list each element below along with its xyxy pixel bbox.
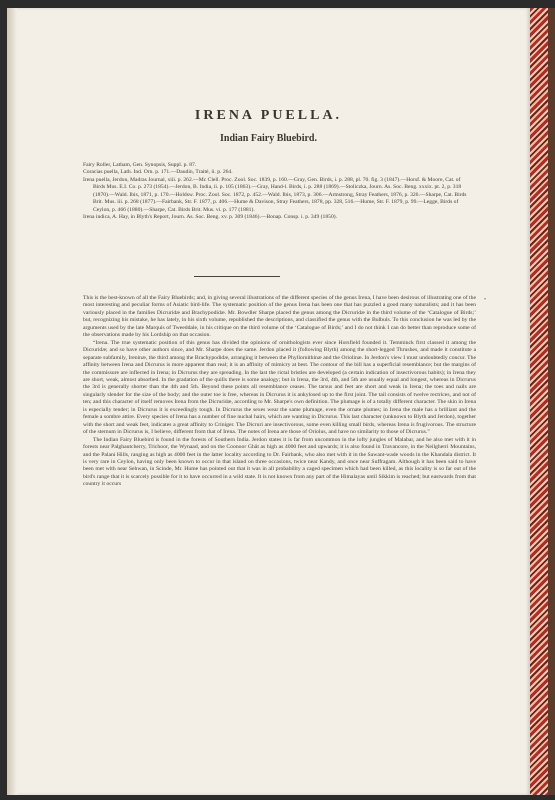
page-gutter-shadow [7, 8, 17, 795]
body-text [83, 295, 476, 489]
margin-mark: • [484, 297, 487, 303]
body-paragraph: The Indian Fairy Bluebird is found in the forests of Southern India. Jerdon states it is far from uncommon in the lofty jungles of Malabar, and he also met with it in forests near Palghautcherry, Trichoor, the Wynaad, and on the Coonoor Ghât as high as 4000 feet and upwards; it is also found in Travancore, in the Neilgherri Mountains, and the Palani Hills, ranging as high as 4000 feet in the latter locality according to Dr. Fairbank, who also met with it in the Sawant-wade woods in the Khandala district. It is very rare in Ceylon, having only been known to occur in that island on three occasions, twice near Kandy, and once near Suffragam. Although it has been said to have been met with near Sehwan, in Scinde, Mr. Hume has pointed out that it was in all probability a caged specimen which had been killed, as this locality is so far out of the bird's range that it is scarcely possible for it to have occurred in a wild state. It is not known from any part of the Himalayas until Sikkim is reached; but eastwards from that country it occurs [83, 436, 476, 488]
page-subtitle: Indian Fairy Bluebird. [220, 133, 317, 144]
synonymy-block [83, 162, 473, 222]
page-title: IRENA PUELLA. [194, 108, 343, 123]
body-paragraph: “Irena. The true systematic position of this genus has divided the opinions of ornithologists ever since Horsfield founded it. Temminck first classed it among the Dicruridæ; and so have other authors since, and Mr. Sharpe does the same. Jerdon placed it (following Blyth) among the short-legged Thrushes, and made it constitute a separate subfamily, Ireninæ, the third among the Brachypodidæ, arranging it between the Phyllornithinæ and the Oriolinæ. In Jerdon's view I must undoubtedly concur. The affinity between Irena and Dicrurus is more apparent than real; it is an affinity of mimicry at best. The contour of the bill has a superficial resemblance; but the margins of the commissure are inflected in Irena; in Dicrurus they are spreading. In the last the rictal bristles are developed (a certain indication of insectivorous habits); in Irena they are short, weak, almost absorbed. In the gradation of the quills there is some analogy; but in Irena, the 3rd, 4th, and 5th are usually equal and longest, whereas in Dicrurus the 3rd is generally shorter than the 4th and 5th. Beyond these points all resemblance ceases. The tarsus and feet are short and weak in Irena; the toes and nails are singularly slender for the size of the body; and the outer toe is free, whereas in Dicrurus it is ankylosed up to the first joint. The tail consists of twelve rectrices, and not of ten; and this character of itself removes Irena from the Dicruridæ, according to Mr. Sharpe's own definition. The plumage is of a totally different character. The skin in Irena is especially tender; in Dicrurus it is exceedingly tough. In Dicrurus the sexes wear the same plumage, even the ornate plumes; in Irena the male has a brilliant and the female a sombre attire. Every species of Irena has a number of fine nuchal hairs, which are wanting in Dicrurus. This last character (unknown to Blyth and Jerdon), together with the short and weak feet, indicates a great affinity to Criniger. The Dicruri are insectivorous, some even killing small birds, whereas Irena is frugivorous. The structure of the sternum in Dicrurus is, I believe, different from that of Irena. The notes of Irena are those of Oriolus, and have no similarity to those of Dicrurus.” [83, 339, 476, 436]
synonymy-entry: Fairy Roller, Latham, Gen. Synopsis, Suppl. p. 87. [83, 162, 197, 168]
book-page [7, 8, 530, 795]
synonymy-entry: Irena puella, Jerdon, Madras Journal, xiii. p. 262.—Mc Clell. Proc. Zool. Soc. 1839, p. 160.—Gray, Gen. Birds, i. p. 288, pl. 70. fig. 3 (1847).—Horsf. & Moore, Cat. of Birds Mus. E.I. Co. p. 273 (1854).—Jerdon, B. India, ii. p. 105 (1863).—Gray, Hand-l. Birds, i. p. 288 (1869).—Stoliczka, Journ. As. Soc. Beng. xxxix. pt. 2, p. 318 (1870).—Wald. Ibis, 1871, p. 170.—Holdsw. Proc. Zool. Soc. 1872, p. 452.—Wald. Ibis, 1873, p. 306.—Armstrong, Stray Feathers, 1876, p. 326.—Sharpe, Cat. Birds Brit. Mus. iii. p. 268 (1877).—Fairbank, Str. F. 1877, p. 406.—Hume & Davison, Stray Feathers, 1878, pp. 328, 516.—Hume, Str. F. 1879, p. 99.—Legge, Birds of Ceylon, p. 466 (1880).—Sharpe, Cat. Birds Brit. Mus. vi. p. 177 (1881). [83, 176, 467, 213]
synonymy-entry: Coracias puella, Lath. Ind. Orn. p. 171.—Daudin, Traité, ii. p. 264. [83, 169, 233, 176]
book-edge-marbling [530, 8, 548, 795]
book-cover-edge [548, 8, 555, 795]
synonymy-entry: Irena indica, A. Hay, in Blyth's Report, Journ. As. Soc. Beng. xv. p. 309 (1846).—Bonap. Consp. i. p. 349 (1850). [83, 214, 337, 221]
section-divider [194, 276, 280, 277]
body-paragraph: This is the best-known of all the Fairy Bluebirds; and, in giving several illustrations of the different species of the genus Irena, I have been desirous of illustrating one of the most interesting and peculiar forms of Asiatic bird-life. The systematic position of the genus Irena has been one that has puzzled a good many naturalists; and it has been variously placed in the families Dicruridæ and Brachypodidæ. Mr. Bowdler Sharpe placed the genus among the Dicruridæ in the third volume of the ‘Catalogue of Birds;’ but, recognizing his mistake, he has lately, in his sixth volume, republished the descriptions, and classified the genus with the Bulbuls. To this conclusion he was led by the arguments used by the late Marquis of Tweeddale, in his critique on the third volume of the ‘Catalogue of Birds;’ and I do not think I can do better than reproduce some of the observations made by his Lordship on that occasion. [83, 295, 476, 339]
